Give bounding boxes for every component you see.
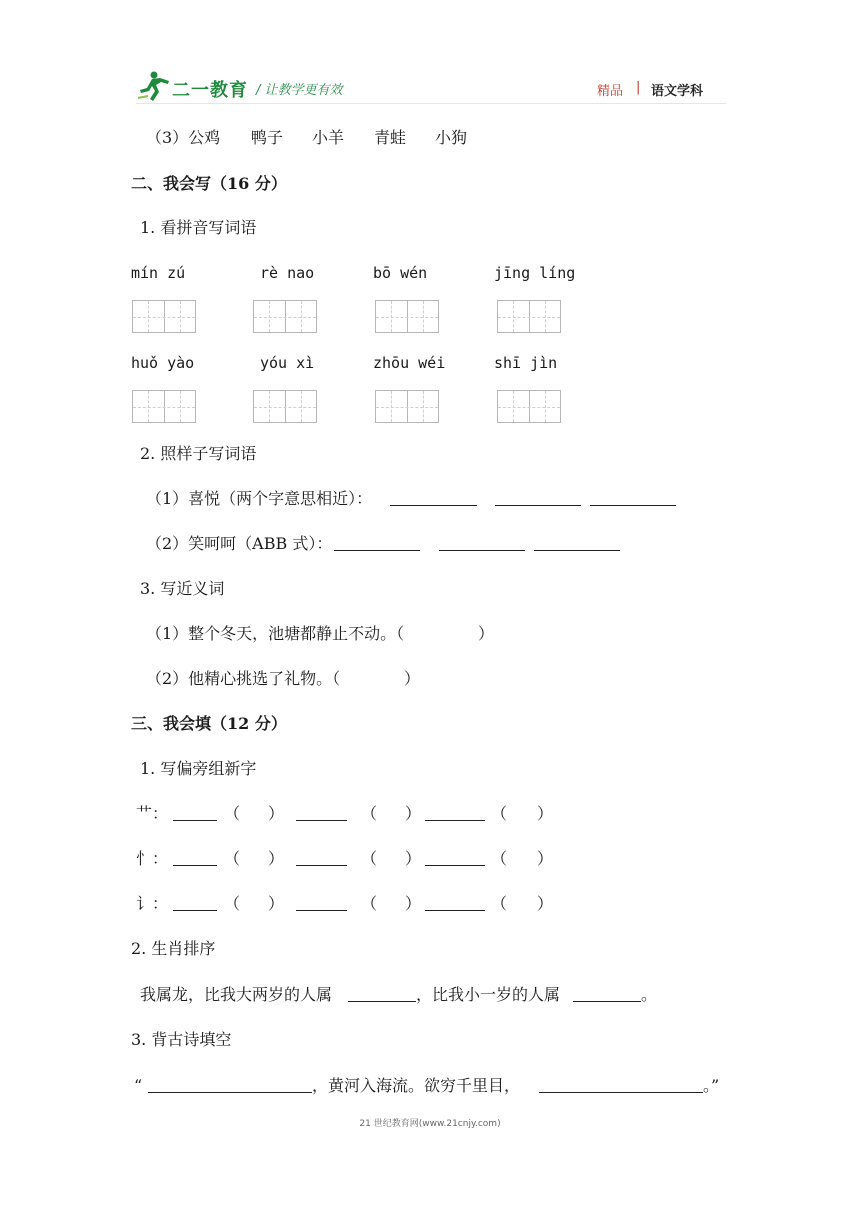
paren-open: （ [224, 894, 241, 913]
answer-blank[interactable] [348, 985, 416, 1002]
answer-blank[interactable] [296, 849, 347, 866]
writing-grid[interactable] [253, 390, 317, 423]
paren-open: （ [224, 849, 241, 868]
pinyin: bō wén [373, 264, 428, 282]
item3-label: （3）公鸡 [146, 128, 221, 147]
logo-text: 二一教育 [172, 80, 248, 101]
answer-blank[interactable] [425, 849, 485, 866]
header-divider [136, 103, 726, 104]
paren-close: ） [268, 849, 285, 868]
s3-q3-title: 3. 背古诗填空 [131, 1030, 232, 1049]
s3-q2-title: 2. 生肖排序 [131, 939, 216, 958]
radical-label: 艹： [136, 804, 169, 823]
writing-grid[interactable] [132, 390, 196, 423]
q3-item1: （1）整个冬天，池塘都静止不动。（ [146, 624, 405, 643]
paren-open: （ [491, 894, 508, 913]
pinyin: jīng líng [494, 264, 576, 282]
q3-title: 3. 写近义词 [140, 579, 225, 598]
answer-blank[interactable] [148, 1076, 312, 1093]
answer-blank[interactable] [539, 1076, 703, 1093]
answer-blank[interactable] [425, 894, 485, 911]
writing-grid[interactable] [375, 390, 439, 423]
paren-close: ） [405, 804, 422, 823]
q2-item1: （1）喜悦（两个字意思相近）： [146, 489, 373, 508]
page-footer: 21 世纪教育网(www.21cnjy.com) [359, 1119, 501, 1129]
subject-label: 语文学科 [651, 84, 704, 99]
paren-open: （ [224, 804, 241, 823]
writing-grid[interactable] [375, 300, 439, 333]
paren-close: ） [537, 894, 554, 913]
answer-blank[interactable] [573, 985, 641, 1002]
answer-blank[interactable] [296, 894, 347, 911]
zodiac-part1: 我属龙，比我大两岁的人属 [140, 985, 333, 1004]
paren-close: ） [405, 849, 422, 868]
answer-blank[interactable] [495, 489, 581, 506]
q3-item1-close: ） [478, 624, 495, 643]
answer-blank[interactable] [296, 804, 347, 821]
q3-item2-close: ） [404, 669, 421, 688]
pinyin: rè nao [260, 264, 315, 282]
paren-open: （ [361, 849, 378, 868]
poem-middle: ，黄河入海流。欲穷千里目， [312, 1076, 521, 1095]
section3-title: 三、我会填（12 分） [131, 714, 287, 733]
pinyin: yóu xì [260, 354, 315, 372]
poem-open-quote: “ [134, 1076, 143, 1095]
q1-title: 1. 看拼音写词语 [140, 218, 257, 237]
writing-grid[interactable] [497, 300, 561, 333]
answer-blank[interactable] [173, 894, 217, 911]
pinyin: mín zú [131, 264, 186, 282]
s3-q1-title: 1. 写偏旁组新字 [140, 759, 257, 778]
radical-label: 讠： [136, 894, 169, 913]
pinyin: huǒ yào [131, 354, 195, 372]
answer-blank[interactable] [590, 489, 676, 506]
answer-blank[interactable] [173, 804, 217, 821]
answer-blank[interactable] [173, 849, 217, 866]
poem-end: 。” [703, 1076, 720, 1095]
animal-word: 青蛙 [374, 128, 407, 147]
paren-close: ） [405, 894, 422, 913]
answer-blank[interactable] [425, 804, 485, 821]
q2-item2: （2）笑呵呵（ABB 式）： [146, 534, 333, 553]
answer-blank[interactable] [534, 534, 620, 551]
quality-badge: 精品 [597, 84, 624, 99]
paren-open: （ [491, 804, 508, 823]
logo-runner-icon [136, 70, 172, 102]
paren-close: ） [537, 849, 554, 868]
writing-grid[interactable] [253, 300, 317, 333]
animal-word: 小狗 [435, 128, 468, 147]
zodiac-part3: 。 [641, 985, 658, 1004]
zodiac-part2: ，比我小一岁的人属 [416, 985, 561, 1004]
q2-title: 2. 照样子写词语 [140, 444, 257, 463]
paren-open: （ [361, 804, 378, 823]
writing-grid[interactable] [132, 300, 196, 333]
radical-label: 忄： [136, 849, 169, 868]
pinyin: shī jìn [494, 354, 558, 372]
paren-close: ） [537, 804, 554, 823]
answer-blank[interactable] [334, 534, 420, 551]
animal-word: 小羊 [312, 128, 345, 147]
slogan: / 让教学更有效 [256, 83, 343, 98]
animal-word: 鸭子 [251, 128, 284, 147]
paren-open: （ [491, 849, 508, 868]
answer-blank[interactable] [439, 534, 525, 551]
paren-close: ） [268, 804, 285, 823]
answer-blank[interactable] [390, 489, 477, 506]
paren-close: ） [268, 894, 285, 913]
pinyin: zhōu wéi [373, 354, 446, 372]
q3-item2: （2）他精心挑选了礼物。（ [146, 669, 341, 688]
writing-grid[interactable] [497, 390, 561, 423]
paren-open: （ [361, 894, 378, 913]
section2-title: 二、我会写（16 分） [131, 174, 287, 193]
header-separator: | [636, 80, 641, 95]
